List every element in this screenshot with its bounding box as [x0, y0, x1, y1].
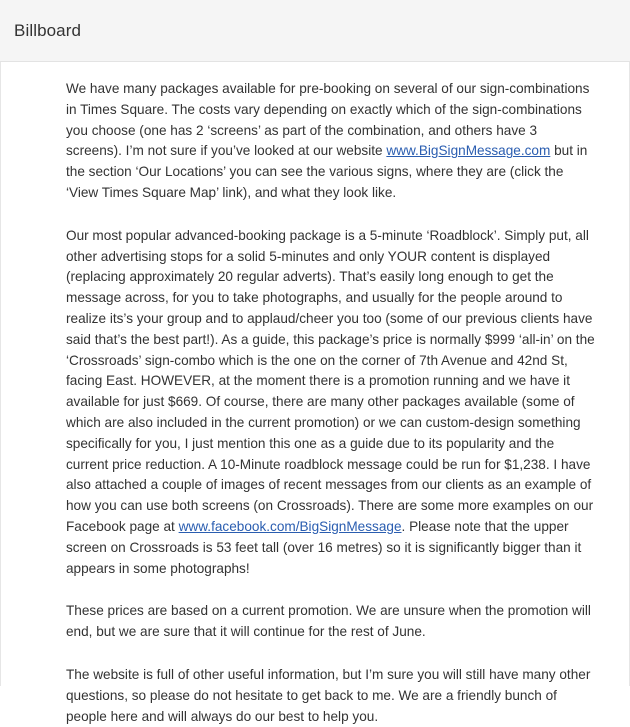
paragraph-packages [66, 79, 595, 204]
paragraph-packages-text-1: We have many packages available for pre-booking on several of our sign-combinations in Times Square. The costs vary depending on exactly which of the sign-combinations you choose (one has 2 ‘screens’ as part of the combination, and others have 3 screens). I’m not sure if you’ve looked at our website [66, 81, 590, 159]
website-link[interactable]: www.BigSignMessage.com [386, 143, 551, 159]
paragraph-roadblock [66, 226, 595, 580]
paragraph-roadblock-text-1: Our most popular advanced-booking package is a 5-minute ‘Roadblock’. Simply put, all other advertising stops for a solid 5-minutes and only YOUR content is displayed (replacing approximately 20 regular adverts). That’s easily long enough to get the message across, for you to take photographs, and usually for the people around to realize its’s your group and to applaud/cheer you too (some of our previous clients have said that’s the best part!). As a guide, this package’s price is normally $999 ‘all-in’ on the ‘Crossroads’ sign-combo which is the one on the corner of 7th Avenue and 42nd St, facing East. HOWEVER, at the moment there is a promotion running and we have it available for just $669. Of course, there are many other packages available (some of which are also included in the current promotion) or we can custom-design something specifically for you, I just mention this one as a guide due to its popularity and the current price reduction. A 10-Minute roadblock message could be run for $1,238. I have also attached a couple of images of recent messages from our clients as an example of how you can use both screens (on Crossroads). There are some more examples on our Facebook page at [66, 227, 595, 534]
paragraph-packages-text-2: but in the section ‘Our Locations’ you can see the various signs, where they are (click the ‘View Times Square Map’ link), and what they look like. [66, 143, 588, 200]
message-body [0, 62, 630, 724]
paragraph-roadblock-text-2: . Please note that the upper screen on Crossroads is 53 feet tall (over 16 metres) so it is significantly bigger than it appears in some photographs! [66, 518, 582, 576]
paragraph-promotion: These prices are based on a current promotion. We are unsure when the promotion will end, but we are sure that it will continue for the rest of June. [66, 603, 591, 640]
panel-title: Billboard [14, 20, 82, 40]
facebook-link[interactable]: www.facebook.com/BigSignMessage [178, 518, 402, 534]
paragraph-closing: The website is full of other useful information, but I’m sure you will still have many other questions, so please do not hesitate to get back to me. We are a friendly bunch of people here and will always do our best to help you. [66, 666, 591, 724]
panel-header [0, 0, 630, 62]
